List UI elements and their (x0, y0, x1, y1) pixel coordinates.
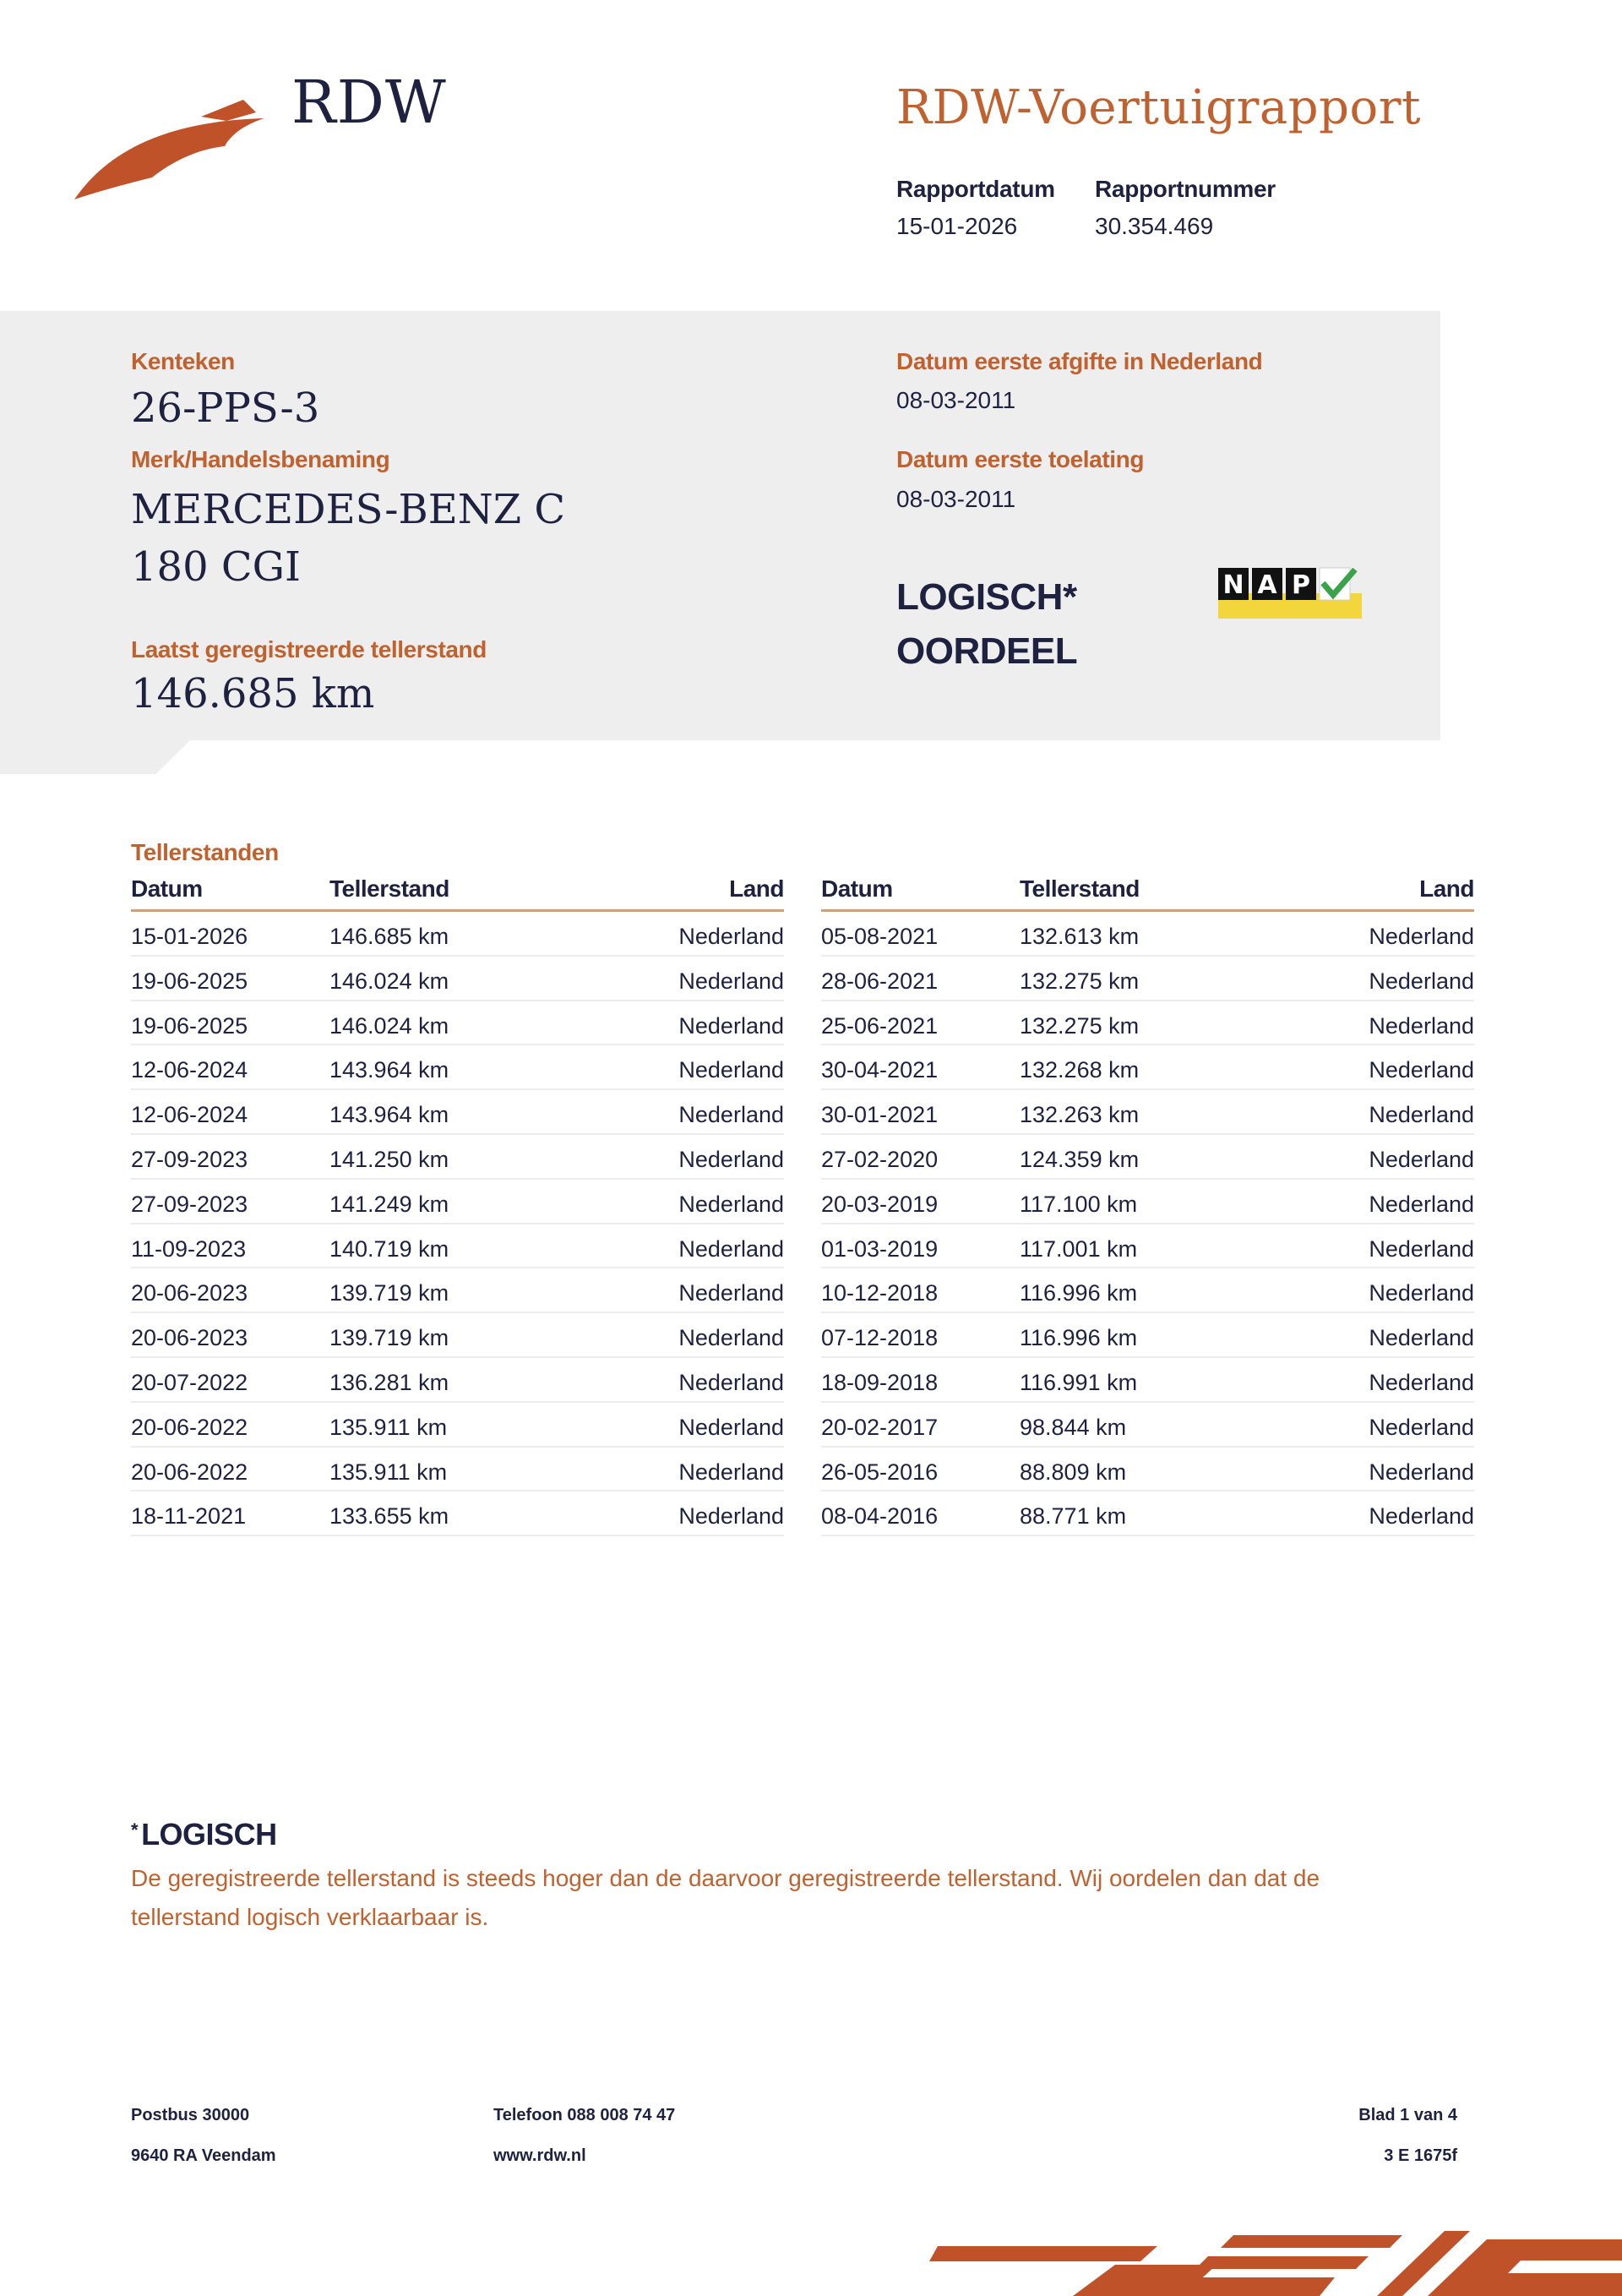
table-row (131, 1045, 784, 1090)
cell-country: Nederland (1369, 1102, 1474, 1128)
cell-km: 133.655 km (329, 1503, 449, 1530)
cell-km: 116.996 km (1020, 1325, 1138, 1351)
cell-country: Nederland (1369, 1057, 1474, 1083)
first-issue-nl-label: Datum eerste afgifte in Nederland (896, 348, 1263, 374)
cell-km: 135.911 km (329, 1459, 448, 1485)
table-row (821, 1224, 1474, 1269)
table-row (821, 912, 1474, 957)
cell-km: 88.771 km (1020, 1503, 1127, 1530)
footnote-title-text: LOGISCH (141, 1817, 277, 1852)
cell-date: 27-09-2023 (131, 1191, 248, 1217)
cell-country: Nederland (1369, 1369, 1474, 1395)
cell-km: 139.719 km (329, 1280, 449, 1306)
cell-km: 132.268 km (1020, 1057, 1140, 1083)
readings-title: Tellerstanden (131, 839, 279, 865)
report-number-label: Rapportnummer (1095, 176, 1276, 202)
cell-country: Nederland (678, 1102, 784, 1128)
cell-country: Nederland (678, 924, 784, 949)
table-row (821, 1492, 1474, 1536)
cell-date: 26-05-2016 (821, 1459, 939, 1485)
footnote-text: De geregistreerde tellerstand is steeds hoger dan de daarvoor geregistreerde tellerstand. Wij oordelen dan dat de tellerstand logisch verklaarbaar is. (131, 1865, 1320, 1930)
plate-value: 26-PPS-3 (131, 384, 320, 432)
table-row (131, 1403, 784, 1448)
table-row (131, 1001, 784, 1046)
cell-date: 12-06-2024 (131, 1102, 248, 1128)
cell-date: 11-09-2023 (131, 1235, 247, 1262)
table-row (131, 1313, 784, 1358)
cell-km: 140.719 km (329, 1235, 449, 1262)
table-row (131, 1492, 784, 1536)
cell-km: 146.024 km (329, 1012, 449, 1039)
cell-date: 30-04-2021 (821, 1057, 939, 1083)
cell-country: Nederland (1369, 924, 1474, 949)
cell-country: Nederland (678, 968, 784, 994)
cell-km: 135.911 km (329, 1414, 448, 1440)
footnote-marker: * (131, 1819, 139, 1841)
table-header (821, 875, 1474, 912)
summary-panel-tab (0, 740, 190, 774)
header-km: Tellerstand (1020, 875, 1140, 902)
cell-date: 20-06-2022 (131, 1459, 248, 1485)
make-line2: 180 CGI (131, 543, 301, 591)
header-km: Tellerstand (329, 875, 449, 902)
cell-country: Nederland (1369, 1414, 1474, 1440)
table-row (821, 1090, 1474, 1135)
table-row (131, 1180, 784, 1224)
cell-km: 116.996 km (1020, 1280, 1138, 1306)
rdw-stripes-icon (929, 2231, 1622, 2296)
footer-phone: Telefoon 088 008 74 47 (493, 2106, 676, 2124)
first-issue-nl-value: 08-03-2011 (896, 387, 1016, 413)
cell-km: 132.275 km (1020, 968, 1140, 994)
cell-km: 141.250 km (329, 1146, 449, 1172)
make-line1: MERCEDES-BENZ C (131, 486, 566, 533)
cell-date: 20-07-2022 (131, 1369, 248, 1395)
cell-km: 146.685 km (329, 924, 449, 949)
cell-date: 20-03-2019 (821, 1191, 939, 1217)
cell-date: 25-06-2021 (821, 1012, 939, 1039)
cell-km: 132.613 km (1020, 924, 1140, 949)
report-title: RDW-Voertuigrapport (896, 80, 1421, 135)
table-row (821, 1135, 1474, 1180)
table-header (131, 875, 784, 912)
table-row (821, 1403, 1474, 1448)
cell-km: 143.964 km (329, 1057, 449, 1083)
cell-country: Nederland (678, 1057, 784, 1083)
table-row (131, 1224, 784, 1269)
cell-date: 27-02-2020 (821, 1146, 939, 1172)
cell-km: 124.359 km (1020, 1146, 1140, 1172)
verdict (896, 570, 1077, 679)
cell-country: Nederland (678, 1503, 784, 1530)
cell-km: 146.024 km (329, 968, 449, 994)
cell-country: Nederland (1369, 1459, 1474, 1485)
cell-date: 07-12-2018 (821, 1325, 939, 1351)
cell-date: 27-09-2023 (131, 1146, 248, 1172)
cell-country: Nederland (1369, 1191, 1474, 1217)
cell-date: 18-09-2018 (821, 1369, 939, 1395)
cell-date: 28-06-2021 (821, 968, 939, 994)
cell-date: 15-01-2026 (131, 924, 248, 949)
make-label: Merk/Handelsbenaming (131, 446, 390, 472)
cell-country: Nederland (1369, 1146, 1474, 1172)
nap-logo-icon (1216, 564, 1364, 624)
cell-country: Nederland (1369, 1503, 1474, 1530)
header-country: Land (729, 875, 784, 902)
cell-country: Nederland (678, 1369, 784, 1395)
cell-country: Nederland (678, 1414, 784, 1440)
table-row (131, 1448, 784, 1492)
report-date-label: Rapportdatum (896, 176, 1055, 202)
table-row (131, 1358, 784, 1403)
cell-date: 20-02-2017 (821, 1414, 939, 1440)
verdict-line1: LOGISCH* (896, 576, 1077, 618)
table-row (821, 1313, 1474, 1358)
rows-left (131, 912, 784, 1536)
first-admission-value: 08-03-2011 (896, 486, 1016, 512)
report-date: 15-01-2026 (896, 213, 1018, 239)
nap-letter-n: N (1222, 570, 1244, 600)
cell-country: Nederland (678, 1191, 784, 1217)
cell-km: 132.263 km (1020, 1102, 1140, 1128)
brand-name: RDW (291, 68, 447, 137)
cell-date: 05-08-2021 (821, 924, 939, 949)
verdict-line2: OORDEEL (896, 630, 1078, 672)
cell-country: Nederland (678, 1325, 784, 1351)
cell-date: 19-06-2025 (131, 1012, 248, 1039)
cell-country: Nederland (678, 1280, 784, 1306)
header-date: Datum (131, 875, 203, 902)
footer-page: Blad 1 van 4 (1358, 2106, 1457, 2124)
cell-km: 98.844 km (1020, 1414, 1127, 1440)
header-country: Land (1419, 875, 1474, 902)
table-row (131, 912, 784, 957)
cell-date: 18-11-2021 (131, 1503, 247, 1530)
table-row (821, 1448, 1474, 1492)
odometer-value: 146.685 km (131, 670, 375, 717)
cell-country: Nederland (678, 1235, 784, 1262)
cell-date: 01-03-2019 (821, 1235, 939, 1262)
table-row (821, 1001, 1474, 1046)
readings-table-right (821, 875, 1474, 1536)
cell-date: 20-06-2023 (131, 1280, 248, 1306)
rdw-logo-icon (74, 100, 269, 210)
cell-date: 10-12-2018 (821, 1280, 939, 1306)
cell-country: Nederland (1369, 1280, 1474, 1306)
plate-label: Kenteken (131, 348, 235, 374)
footer-code: 3 E 1675f (1384, 2146, 1457, 2165)
cell-km: 117.100 km (1020, 1191, 1138, 1217)
footer-website[interactable]: www.rdw.nl (493, 2146, 586, 2165)
footer-address1: Postbus 30000 (131, 2106, 250, 2124)
footer-address2: 9640 RA Veendam (131, 2146, 276, 2165)
odometer-label: Laatst geregistreerde tellerstand (131, 636, 487, 663)
cell-country: Nederland (1369, 1325, 1474, 1351)
cell-date: 08-04-2016 (821, 1503, 939, 1530)
table-row (131, 1135, 784, 1180)
cell-km: 139.719 km (329, 1325, 449, 1351)
readings-table-left (131, 875, 784, 1536)
footnote-title (131, 1817, 277, 1852)
header-date: Datum (821, 875, 893, 902)
cell-km: 132.275 km (1020, 1012, 1140, 1039)
cell-country: Nederland (678, 1146, 784, 1172)
table-row (821, 1358, 1474, 1403)
cell-country: Nederland (1369, 968, 1474, 994)
cell-date: 19-06-2025 (131, 968, 248, 994)
nap-letter-p: P (1292, 570, 1310, 600)
cell-km: 136.281 km (329, 1369, 449, 1395)
table-row (131, 957, 784, 1001)
cell-date: 30-01-2021 (821, 1102, 939, 1128)
cell-date: 12-06-2024 (131, 1057, 248, 1083)
cell-country: Nederland (1369, 1235, 1474, 1262)
table-row (131, 1268, 784, 1313)
table-row (821, 957, 1474, 1001)
cell-country: Nederland (1369, 1012, 1474, 1039)
cell-country: Nederland (678, 1459, 784, 1485)
cell-date: 20-06-2022 (131, 1414, 248, 1440)
cell-date: 20-06-2023 (131, 1325, 248, 1351)
rows-right (821, 912, 1474, 1536)
cell-km: 117.001 km (1020, 1235, 1138, 1262)
report-number: 30.354.469 (1095, 213, 1214, 239)
nap-letter-a: A (1257, 570, 1277, 600)
first-admission-label: Datum eerste toelating (896, 446, 1145, 472)
cell-country: Nederland (678, 1012, 784, 1039)
cell-km: 143.964 km (329, 1102, 449, 1128)
table-row (821, 1268, 1474, 1313)
cell-km: 88.809 km (1020, 1459, 1127, 1485)
cell-km: 116.991 km (1020, 1369, 1138, 1395)
table-row (821, 1180, 1474, 1224)
cell-km: 141.249 km (329, 1191, 449, 1217)
table-row (821, 1045, 1474, 1090)
table-row (131, 1090, 784, 1135)
